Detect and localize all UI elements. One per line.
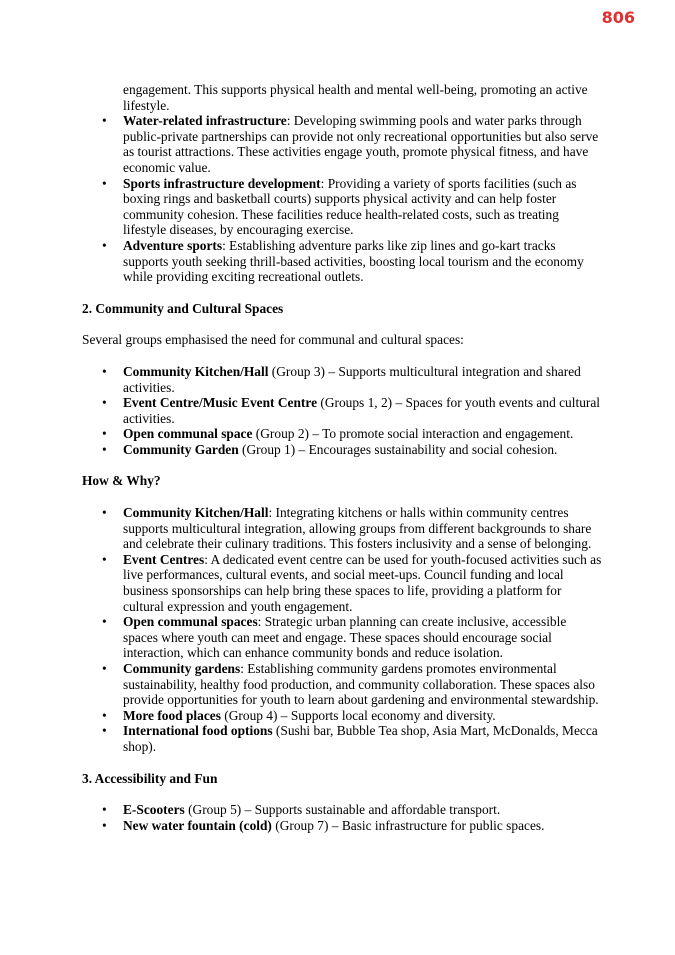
- item-term: New water fountain (cold): [123, 817, 272, 833]
- item-text: (Sushi bar, Bubble Tea shop, Asia Mart, McDonalds, Mecca shop).: [123, 723, 598, 754]
- section-heading-how-why: How & Why?: [82, 473, 161, 489]
- item-term: More food places: [123, 707, 221, 723]
- section-heading-community: 2. Community and Cultural Spaces: [82, 300, 284, 316]
- item-term: Adventure sports: [123, 237, 223, 253]
- how-why-list: [82, 505, 602, 755]
- item-text: (Group 7) – Basic infrastructure for public spaces.: [271, 817, 545, 833]
- item-text: (Group 3) – Supports multicultural integration and shared activities.: [123, 363, 581, 395]
- item-term: E-Scooters: [123, 802, 185, 818]
- intro-continuation: engagement. This supports physical health and mental well-being, promoting an active lifestyle.: [123, 82, 588, 113]
- item-text: : Strategic urban planning can create inclusive, accessible spaces where youth can meet and engage. These spaces should encourage social interaction, which can enhance community bonds and reduce isolation.: [123, 614, 567, 661]
- recreation-list: [82, 113, 602, 285]
- list-item: [82, 442, 602, 458]
- page-number: 806: [601, 8, 635, 27]
- section-heading-accessibility: 3. Accessibility and Fun: [82, 770, 218, 786]
- item-text: : Integrating kitchens or halls within community centres supports multicultural integration, allowing groups from different backgrounds to share and celebrate their culinary traditions. This fosters inclusivity and a sense of belonging.: [123, 505, 592, 552]
- item-term: Event Centres: [123, 551, 205, 567]
- item-text: : Developing swimming pools and water parks through public-private partnerships can provide not only recreational opportunities but also serve as tourist attractions. These activities engage youth, promote physical fitness, and have economic value.: [123, 113, 599, 175]
- list-item: [82, 708, 602, 724]
- item-text: : A dedicated event centre can be used for youth-focused activities such as live performances, cultural events, and social meet-ups. Council funding and local business sponsorships can help bring these spaces to life, providing a platform for cultural expression and youth engagement.: [123, 551, 602, 614]
- list-item: [82, 426, 602, 442]
- item-text: : Providing a variety of sports facilities (such as boxing rings and basketball courts) supports physical activity and can help foster community cohesion. These facilities reduce health-related costs, such as treating lifestyle diseases, by encouraging exercise.: [123, 175, 577, 238]
- list-item: [82, 661, 602, 708]
- list-item: [82, 552, 602, 614]
- item-term: Community gardens: [123, 661, 241, 676]
- list-item: [82, 505, 602, 552]
- item-text: : Establishing community gardens promotes environmental sustainability, healthy food production, and community collaboration. These spaces also provide opportunities for youth to learn about gardening and environmental stewardship.: [123, 661, 599, 708]
- list-item: [82, 176, 602, 238]
- community-spaces-list: [82, 364, 602, 458]
- item-text: (Group 5) – Supports sustainable and affordable transport.: [184, 802, 501, 818]
- list-item: [82, 614, 602, 661]
- list-item: [82, 818, 602, 834]
- item-term: International food options: [123, 723, 273, 739]
- item-text: : Establishing adventure parks like zip lines and go-kart tracks supports youth seeking thrill-based activities, boosting local tourism and the economy while providing exciting recreational outlets.: [123, 237, 584, 285]
- item-term: Community Garden: [123, 441, 239, 457]
- item-term: Community Kitchen/Hall: [123, 363, 269, 379]
- list-item: [82, 113, 602, 175]
- item-term: Water-related infrastructure: [123, 113, 287, 129]
- list-item: [82, 364, 602, 395]
- list-item: [82, 802, 602, 818]
- list-item: [82, 238, 602, 285]
- item-term: Sports infrastructure development: [123, 175, 321, 191]
- section-intro: Several groups emphasised the need for communal and cultural spaces:: [82, 332, 464, 348]
- list-item: [82, 395, 602, 426]
- item-text: (Groups 1, 2) – Spaces for youth events and cultural activities.: [123, 395, 601, 426]
- document-body: [82, 82, 602, 833]
- item-text: (Group 4) – Supports local economy and diversity.: [220, 707, 496, 723]
- item-term: Open communal space: [123, 426, 253, 442]
- item-term: Event Centre/Music Event Centre: [123, 395, 318, 411]
- item-text: (Group 2) – To promote social interaction and engagement.: [252, 426, 574, 442]
- accessibility-list: [82, 802, 602, 833]
- item-text: (Group 1) – Encourages sustainability and social cohesion.: [238, 441, 558, 457]
- list-item: [82, 723, 602, 754]
- item-term: Community Kitchen/Hall: [123, 505, 269, 521]
- item-term: Open communal spaces: [123, 614, 258, 630]
